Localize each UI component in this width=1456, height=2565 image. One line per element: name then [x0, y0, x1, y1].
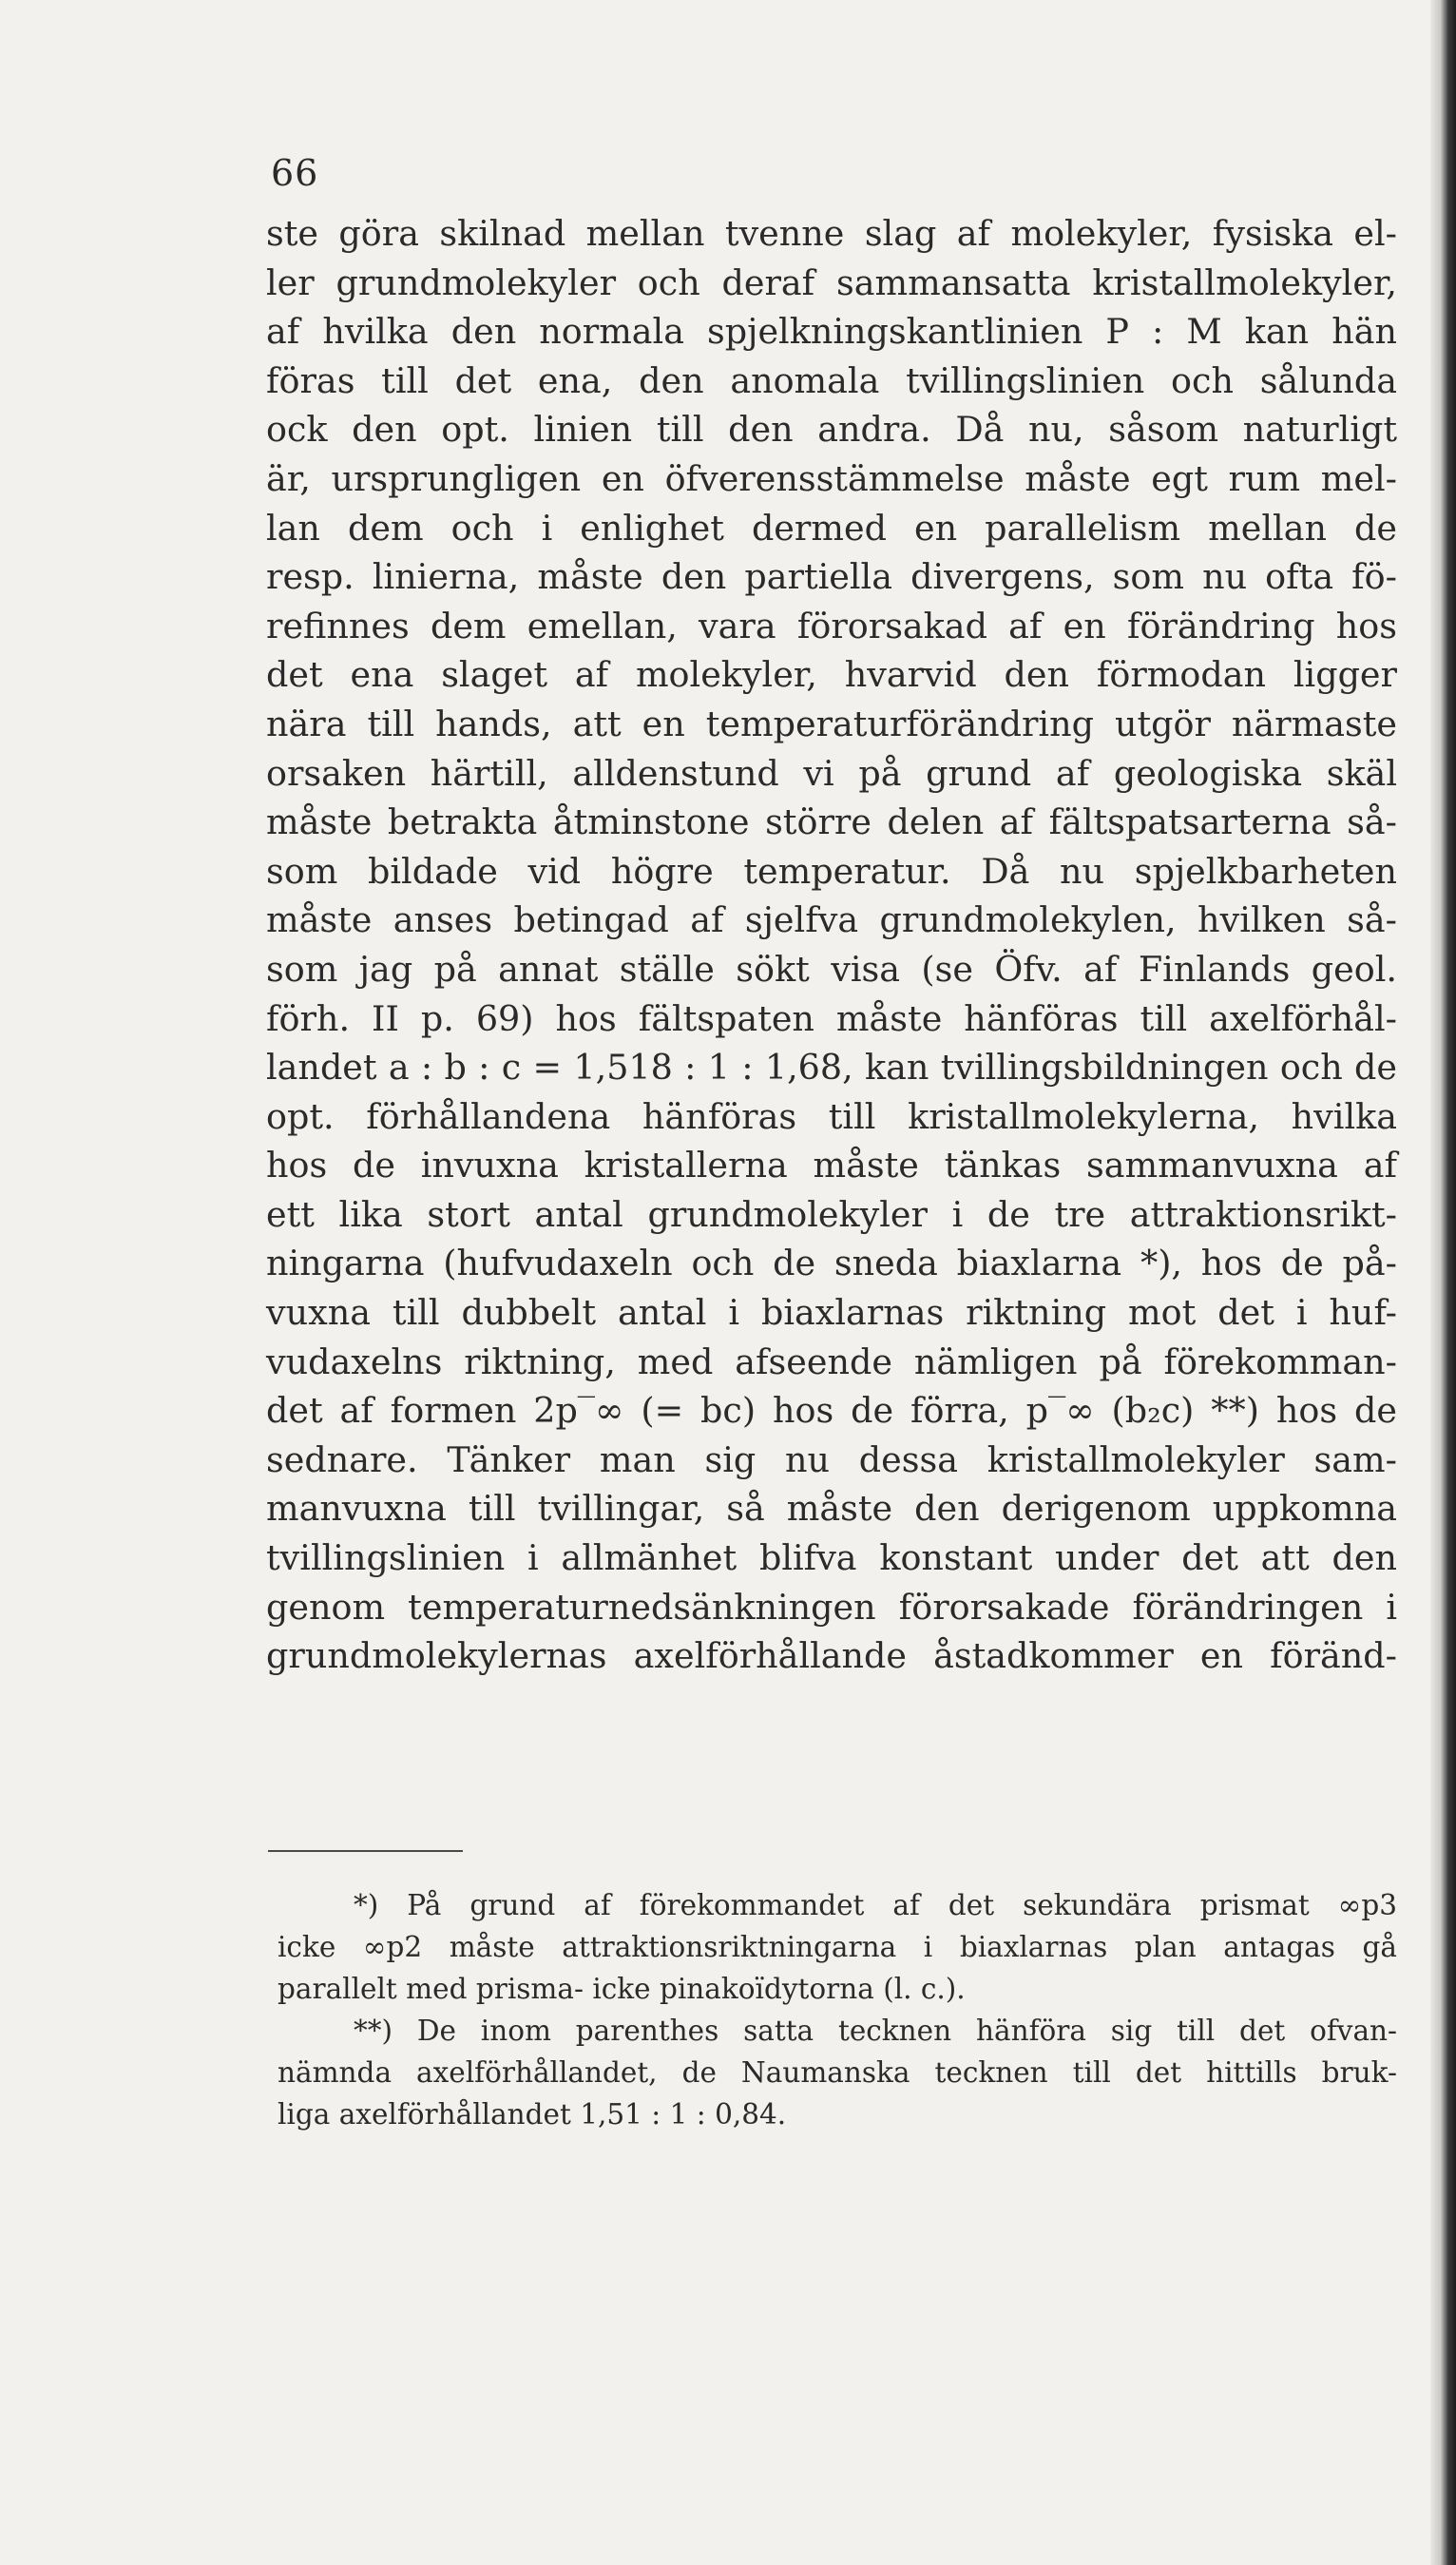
body-line: lan dem och i enlighet dermed en parallelism mellan de: [266, 507, 1397, 549]
footnote-1-line: icke ∞p2 måste attraktionsriktningarna i biaxlarnas plan antagas gå: [278, 1931, 1397, 1963]
footnote-1-line: *) På grund af förekommandet af det sekundära prismat ∞p3: [354, 1889, 1397, 1921]
body-line: det af formen 2p‾∞ (= bc) hos de förra, p‾∞ (b₂c) **) hos de: [266, 1390, 1397, 1432]
body-line: ock den opt. linien till den andra. Då nu, såsom naturligt: [266, 409, 1397, 451]
body-line: genom temperaturnedsänkningen förorsakade förändringen i: [266, 1586, 1397, 1628]
body-line: vuxna till dubbelt antal i biaxlarnas riktning mot det i huf-: [266, 1292, 1397, 1334]
body-line: hos de invuxna kristallerna måste tänkas sammanvuxna af: [266, 1145, 1397, 1186]
footnote-2-line: nämnda axelförhållandet, de Naumanska tecknen till det hittills bruk-: [278, 2056, 1397, 2089]
body-line: resp. linierna, måste den partiella divergens, som nu ofta fö-: [266, 556, 1397, 598]
body-line: sednare. Tänker man sig nu dessa kristallmolekyler sam-: [266, 1438, 1397, 1480]
body-line: manvuxna till tvillingar, så måste den derigenom uppkomna: [266, 1488, 1397, 1530]
page-number: 66: [271, 152, 319, 194]
footnote-2-line: liga axelförhållandet 1,51 : 1 : 0,84.: [278, 2098, 787, 2131]
body-line: måste betrakta åtminstone större delen af fältspatsarterna så-: [266, 801, 1397, 843]
body-line: ningarna (hufvudaxeln och de sneda biaxlarna *), hos de på-: [266, 1243, 1397, 1284]
body-line: landet a : b : c = 1,518 : 1 : 1,68, kan tvillingsbildningen och de: [266, 1047, 1397, 1089]
body-line: som jag på annat ställe sökt visa (se Öfv. af Finlands geol.: [266, 948, 1397, 990]
body-line: orsaken härtill, alldenstund vi på grund af geologiska skäl: [266, 752, 1397, 794]
body-line: föras till det ena, den anomala tvillingslinien och sålunda: [266, 359, 1397, 401]
body-line: förh. II p. 69) hos fältspaten måste hänföras till axelförhål-: [266, 997, 1397, 1039]
footnote-divider: [268, 1850, 463, 1852]
body-text: [266, 209, 1397, 1681]
body-line: vudaxelns riktning, med afseende nämligen på förekomman-: [266, 1340, 1397, 1382]
footnotes: [278, 1884, 1397, 2135]
body-line: opt. förhållandena hänföras till kristallmolekylerna, hvilka: [266, 1095, 1397, 1137]
footnote-2-line: **) De inom parenthes satta tecknen hänföra sig till det ofvan-: [354, 2015, 1397, 2047]
footnote-1-line: parallelt med prisma- icke pinakoïdytorna (l. c.).: [278, 1973, 966, 2005]
body-line: det ena slaget af molekyler, hvarvid den förmodan ligger: [266, 654, 1397, 696]
body-line: nära till hands, att en temperaturförändring utgör närmaste: [266, 703, 1397, 744]
body-line: är, ursprungligen en öfverensstämmelse måste egt rum mel-: [266, 457, 1397, 499]
page-edge-shadow: [1430, 0, 1456, 2565]
body-line: refinnes dem emellan, vara förorsakad af en förändring hos: [266, 605, 1397, 646]
body-line: tvillingslinien i allmänhet blifva konstant under det att den: [266, 1537, 1397, 1579]
body-line: måste anses betingad af sjelfva grundmolekylen, hvilken så-: [266, 899, 1397, 941]
body-line: grundmolekylernas axelförhållande åstadkommer en föränd-: [266, 1635, 1397, 1677]
body-line: ler grundmolekyler och deraf sammansatta kristallmolekyler,: [266, 261, 1397, 303]
body-line: af hvilka den normala spjelkningskantlinien P : M kan hän: [266, 311, 1397, 353]
body-line: som bildade vid högre temperatur. Då nu spjelkbarheten: [266, 850, 1397, 892]
body-line: ett lika stort antal grundmolekyler i de tre attraktionsrikt-: [266, 1193, 1397, 1235]
body-line: ste göra skilnad mellan tvenne slag af molekyler, fysiska el-: [266, 213, 1397, 254]
